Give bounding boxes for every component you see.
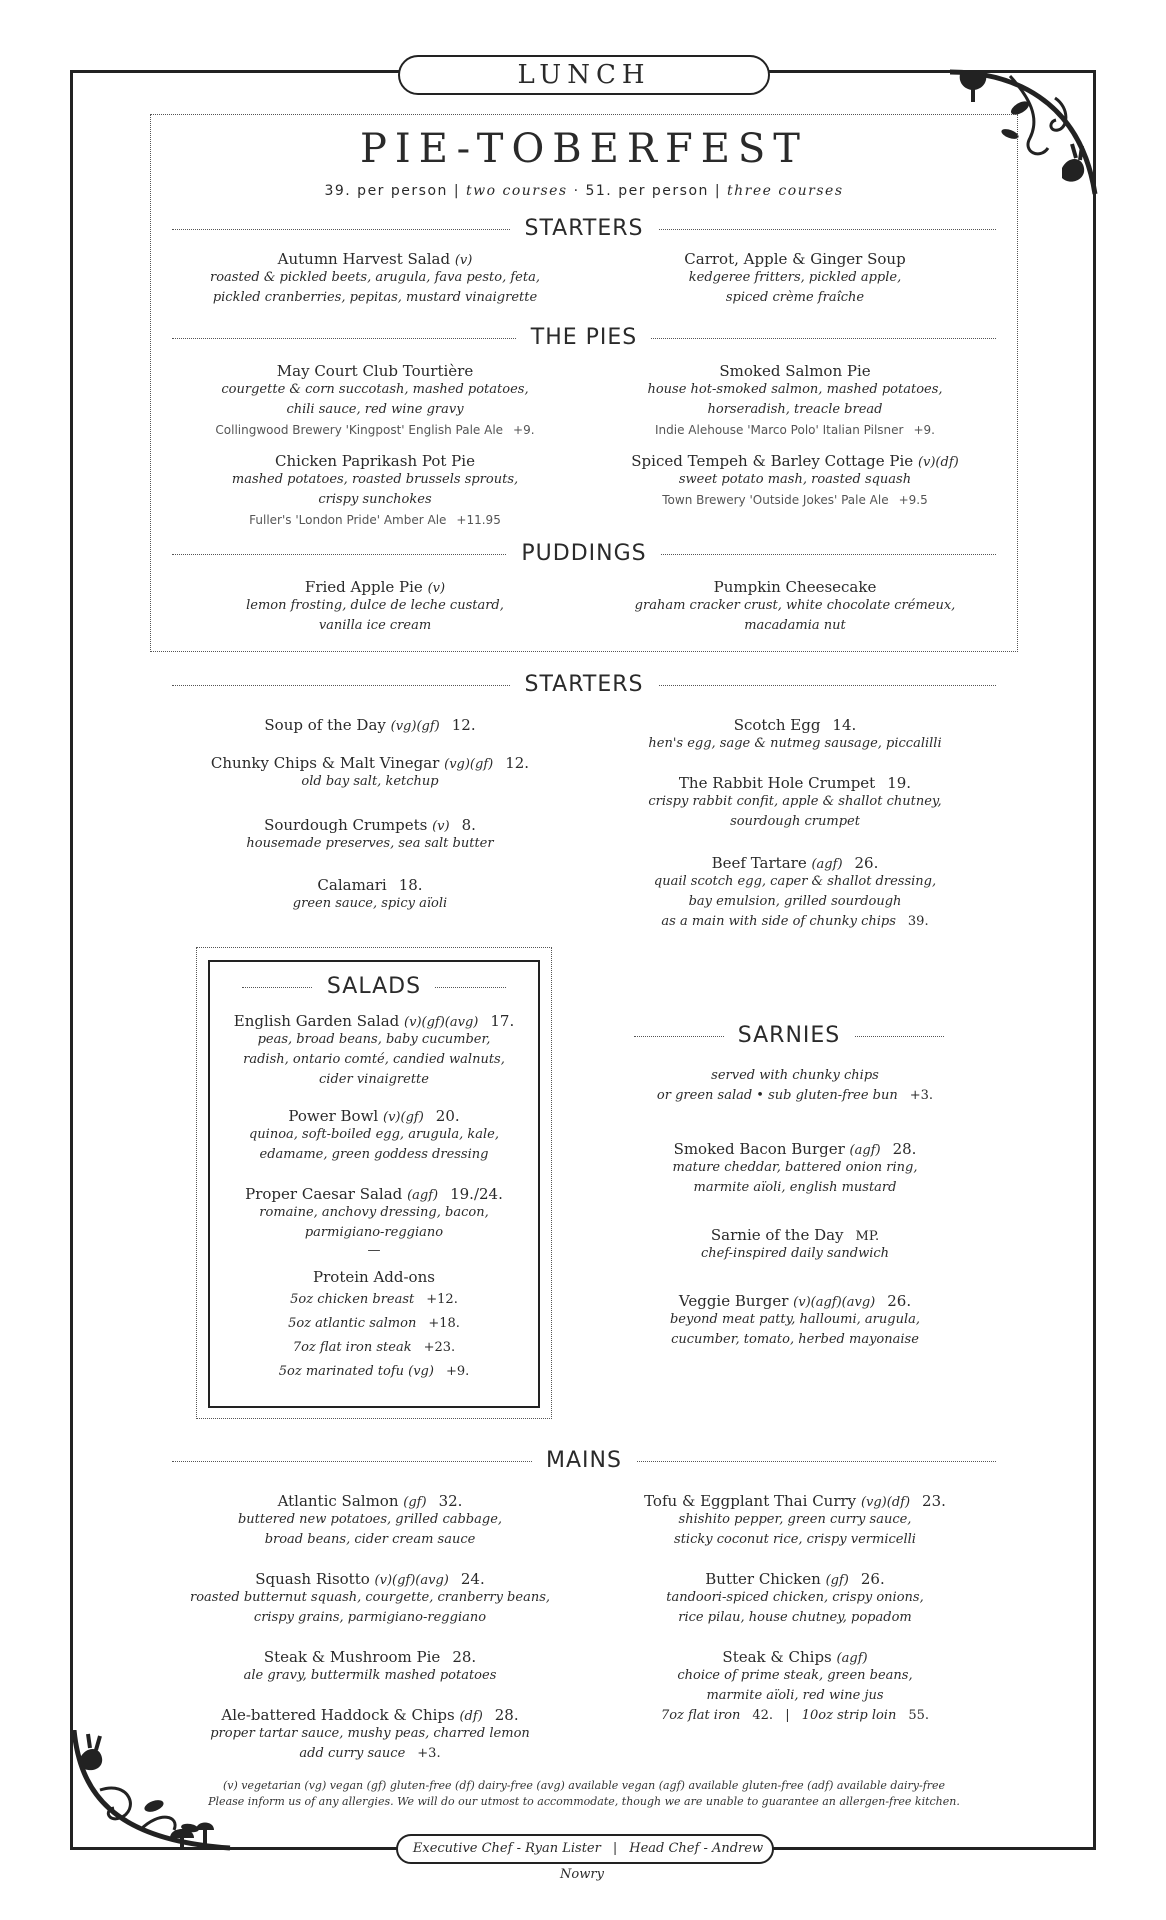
chef-credits: Executive Chef - Ryan Lister | Head Chef - Andrew Nowry xyxy=(396,1834,774,1864)
menu-item: Tofu & Eggplant Thai Curry (vg)(df) 23. shishito pepper, green curry sauce, sticky coconut rice, crispy vermicelli xyxy=(644,1492,946,1547)
label-three-courses: three courses xyxy=(727,183,844,199)
salads-heading: SALADS xyxy=(242,974,506,999)
pf-starters-heading: STARTERS xyxy=(172,216,996,241)
menu-item: Power Bowl (v)(gf) 20. quinoa, soft-boiled egg, arugula, kale, edamame, green goddess dressing xyxy=(248,1107,500,1162)
menu-item: Pumpkin Cheesecake graham cracker crust, white chocolate crémeux, macadamia nut xyxy=(634,578,956,633)
menu-item: Fried Apple Pie (v) lemon frosting, dulce de leche custard, vanilla ice cream xyxy=(246,578,504,633)
menu-item: Chunky Chips & Malt Vinegar (vg)(gf) 12. old bay salt, ketchup xyxy=(210,754,530,789)
starters-heading: STARTERS xyxy=(172,672,996,697)
protein-addons: Protein Add-ons 5oz chicken breast +12. 5oz atlantic salmon +18. 7oz flat iron steak +23. 5oz marinated tofu (vg) +9. xyxy=(278,1268,470,1379)
head-chef: Head Chef - Andrew Nowry xyxy=(560,1841,764,1882)
menu-item: Proper Caesar Salad (agf) 19./24. romaine, anchovy dressing, bacon, parmigiano-reggiano — xyxy=(212,1185,536,1259)
menu-item: Sourdough Crumpets (v) 8. housemade preserves, sea salt butter xyxy=(246,816,494,851)
price-three-courses: 51. per person | xyxy=(585,183,722,199)
price-two-courses: 39. per person | xyxy=(324,183,461,199)
menu-item: Ale-battered Haddock & Chips (df) 28. proper tartar sauce, mushy peas, charred lemon add curry sauce +3. xyxy=(210,1706,530,1761)
sarnies-heading: SARNIES xyxy=(634,1023,944,1048)
mains-heading: MAINS xyxy=(172,1448,996,1473)
menu-item: Scotch Egg 14. hen's egg, sage & nutmeg sausage, piccalilli xyxy=(648,716,942,751)
label-two-courses: two courses xyxy=(466,183,568,199)
menu-item: The Rabbit Hole Crumpet 19. crispy rabbit confit, apple & shallot chutney, sourdough crumpet xyxy=(648,774,942,829)
pf-puddings-heading: PUDDINGS xyxy=(172,541,996,566)
pietoberfest-pricing xyxy=(150,183,1018,199)
sarnies-note: served with chunky chips or green salad • sub gluten-free bun +3. xyxy=(656,1068,934,1103)
pietoberfest-title: PIE-TOBERFEST xyxy=(360,126,808,172)
pf-pies-heading: THE PIES xyxy=(172,325,996,350)
menu-item: Smoked Bacon Burger (agf) 28. mature cheddar, battered onion ring, marmite aïoli, english mustard xyxy=(672,1140,918,1195)
executive-chef: Executive Chef - Ryan Lister xyxy=(412,1841,601,1856)
menu-item: Smoked Salmon Pie house hot-smoked salmon, mashed potatoes, horseradish, treacle bread Indie Alehouse 'Marco Polo' Italian Pilsner +9. xyxy=(647,362,943,437)
menu-label: LUNCH xyxy=(398,55,770,95)
menu-item: Atlantic Salmon (gf) 32. buttered new potatoes, grilled cabbage, broad beans, cider cream sauce xyxy=(237,1492,503,1547)
menu-item: Squash Risotto (v)(gf)(avg) 24. roasted butternut squash, courgette, cranberry beans, crispy grains, parmigiano-reggiano xyxy=(189,1570,550,1625)
allergy-note: Please inform us of any allergies. We will do our utmost to accommodate, though we are unable to guarantee an allergen-free kitchen. xyxy=(208,1795,960,1808)
menu-item: Autumn Harvest Salad (v) roasted & pickled beets, arugula, fava pesto, feta, pickled cranberries, pepitas, mustard vinaigrette xyxy=(210,250,540,305)
menu-item: Sarnie of the Day MP. chef-inspired daily sandwich xyxy=(700,1226,890,1261)
menu-item: Butter Chicken (gf) 26. tandoori-spiced chicken, crispy onions, rice pilau, house chutney, popadom xyxy=(666,1570,924,1625)
menu-item: Steak & Chips (agf) choice of prime steak, green beans, marmite aïoli, red wine jus 7oz flat iron 42. | 10oz strip loin 55. xyxy=(660,1648,930,1723)
menu-item: English Garden Salad (v)(gf)(avg) 17. peas, broad beans, baby cucumber, radish, ontario comté, candied walnuts, cider vinaigrette xyxy=(233,1012,515,1087)
menu-item: Calamari 18. green sauce, spicy aïoli xyxy=(292,876,448,911)
menu-item: Soup of the Day (vg)(gf) 12. xyxy=(264,716,476,734)
menu-item: Carrot, Apple & Ginger Soup kedgeree fritters, pickled apple, spiced crème fraîche xyxy=(684,250,906,305)
menu-item: Veggie Burger (v)(agf)(avg) 26. beyond meat patty, halloumi, arugula, cucumber, tomato, herbed mayonaise xyxy=(669,1292,920,1347)
menu-item: May Court Club Tourtière courgette & corn succotash, mashed potatoes, chili sauce, red wine gravy Collingwood Brewery 'Kingpost' English Pale Ale +9. xyxy=(215,362,535,437)
salad-divider: — xyxy=(367,1243,381,1258)
menu-item: Beef Tartare (agf) 26. quail scotch egg, caper & shallot dressing, bay emulsion, grilled sourdough as a main with side of chunky chips 39. xyxy=(653,854,937,929)
menu-item: Steak & Mushroom Pie 28. ale gravy, buttermilk mashed potatoes xyxy=(243,1648,497,1683)
price-separator: · xyxy=(573,183,580,199)
menu-item: Spiced Tempeh & Barley Cottage Pie (v)(df) sweet potato mash, roasted squash Town Brewery 'Outside Jokes' Pale Ale +9.5 xyxy=(631,452,959,507)
menu-item: Chicken Paprikash Pot Pie mashed potatoes, roasted brussels sprouts, crispy sunchokes Fuller's 'London Pride' Amber Ale +11.95 xyxy=(231,452,519,527)
dietary-legend: (v) vegetarian (vg) vegan (gf) gluten-free (df) dairy-free (avg) available vegan (agf) available gluten-free (adf) available dairy-free xyxy=(222,1779,946,1792)
